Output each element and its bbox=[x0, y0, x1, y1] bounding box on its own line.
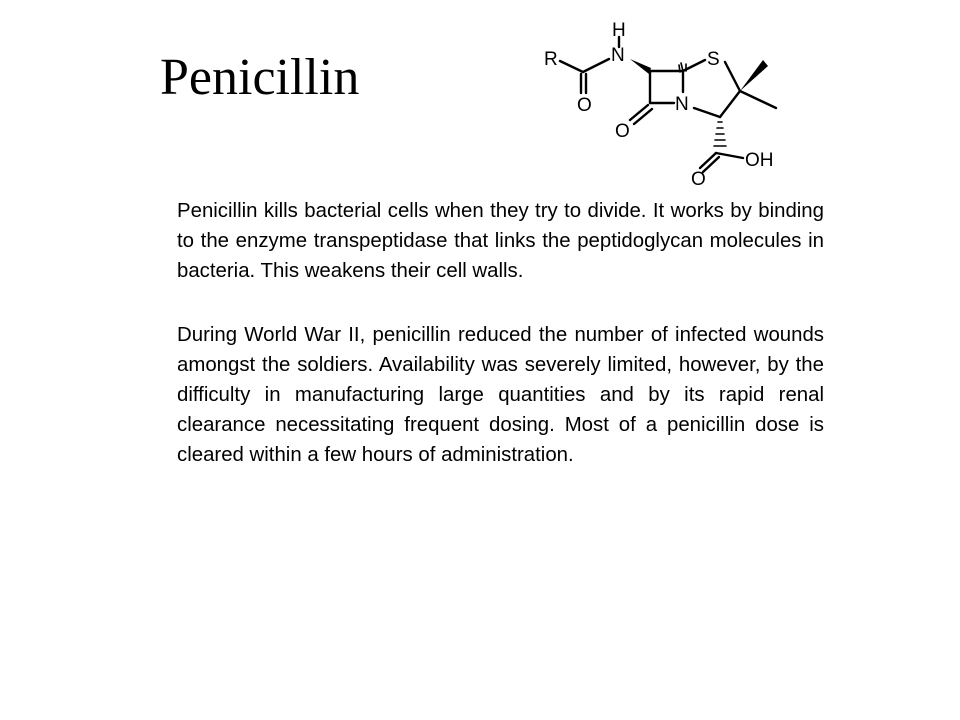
atom-o-lactam-label: O bbox=[615, 121, 630, 142]
bond-r-carbonyl bbox=[560, 61, 583, 72]
bond-lactam-o-1 bbox=[630, 105, 648, 120]
slide-body bbox=[177, 196, 824, 504]
atom-o-carboxyl-label: O bbox=[691, 169, 706, 190]
atom-n-ring-label: N bbox=[675, 94, 689, 115]
bond-carbonyl-n bbox=[583, 59, 609, 72]
bond-c2-methyl-b bbox=[740, 91, 776, 108]
atom-s-label: S bbox=[707, 49, 720, 70]
bond-c3-n bbox=[694, 108, 720, 117]
atom-r-label: R bbox=[544, 49, 558, 70]
bond-hash-h5-2 bbox=[679, 65, 680, 72]
atom-n-amide-label: N bbox=[611, 45, 625, 66]
bond-s-c2 bbox=[725, 62, 740, 91]
bond-c2-c3 bbox=[720, 91, 740, 117]
paragraph-history: During World War II, penicillin reduced the number of infected wounds amongst the soldiers. Availability was severely limited, however, by the difficulty in manufacturing large quantities and by its rapid renal clearance necessitating frequent dosing. Most of a penicillin dose is cleared within a few hours of administration. bbox=[177, 324, 824, 466]
atom-o-amide-label: O bbox=[577, 95, 592, 116]
bond-wedge-c2-methyl bbox=[740, 60, 768, 91]
bond-wedge-n-c6 bbox=[630, 59, 651, 74]
paragraph-mechanism: Penicillin kills bacterial cells when they try to divide. It works by binding to the enzyme transpeptidase that links the peptidoglycan molecules in bacteria. This weakens their cell walls. bbox=[177, 200, 824, 282]
bond-lactam-o-2 bbox=[634, 109, 652, 124]
penicillin-structure-diagram bbox=[525, 18, 815, 190]
atom-h-label: H bbox=[612, 20, 626, 41]
atom-oh-label: OH bbox=[745, 150, 774, 171]
slide-title: Penicillin bbox=[160, 49, 360, 106]
